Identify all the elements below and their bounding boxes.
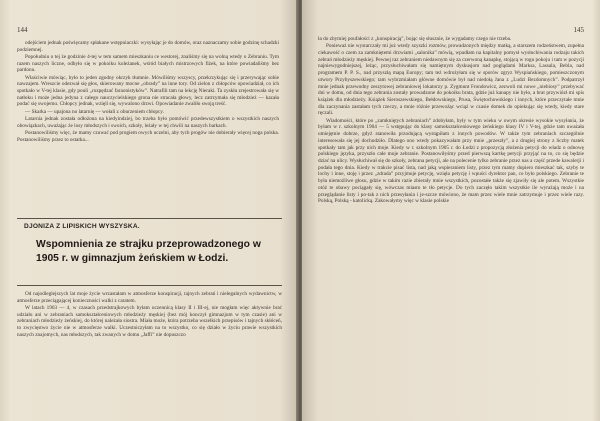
article-title: Wspomnienia ze strajku przeprowadzonego w 1905 r. w gimnazjum żeńskiem w Łodzi.	[36, 239, 261, 264]
body-paragraph: Postanowiliśmy więc, że mamy czuwać pod progiem owych uczelni, aby tych progów nie dobierały więcej noga polska. Postanowiliśmy przez to ostatka...	[17, 129, 279, 143]
article-body	[17, 291, 282, 339]
section-divider-top	[17, 218, 282, 219]
left-page-number: 144	[17, 26, 28, 34]
article-paragraph: W latach 1903 — 4, w czasach przedstrajkowych byłam uczennicą klasy II i III-ej, nie mogłam więc aktywnie brać udziału ani w zebraniach samokształceniowych młodzieży męskiej (bez mój konczył gimnazjum w tym czasie) ani w zebraniach młodzieży żeńskiej, do której należała siostra. Miała może, która potrzeba wszelkich przepisów i tajnych skłóceń, to zwycięstwo życie nie w atmosferze walki. Uczestniczyłam na to wszystko, co się działo w życiu prawie wszystkich naszych znajomych, nas młodszych, tak zwanych w domu „Jaffi” nie dopuszczo	[17, 304, 282, 338]
body-paragraph: Popołudniu o tej że godzinie 4-tej w tem samem mieszkaniu ce westorej, znaliśmy się na wolną wtedy o Zebraniu. Tym razem naszych liczne, odbyło się w pokoiku koleżanek, wśród białych mistrzowych fiżek, na które powiadaliśmy bez pardonu.	[17, 53, 279, 74]
body-paragraph: ła do zbytniej poufałości z „konspiracją”, bojąc się słusznie, że wygadamy czego nie trzeba.	[318, 36, 512, 42]
body-paragraph: Właściwie mówiąc, było to jeden zgodny okrzyk tłumnie. Mówiliśmy wszyscy, przekrzykując się i przerywając sobie nawzajem. Wreszcie odezwał się głos, skierowany mocne „obrady” na inne tory. Od zielon z chłopców opowiadział, co ich spotkało w V-tej klasie, gdy pouli „rozpędzać faraonistyków”. Natrafili tam na lekcję Nieraki. Ta zyskła zrejestrowała się w natłoku i może jedna jedyna z całego nauczycielskiego grona nie stracała głowy, lecz zatrzymała się młodzież — kazała podać się swojemu. Chłopcy jednak, wzięli się, wywalono drzwi. Opowiadanie zwaliło swoją treść.	[17, 74, 279, 108]
section-divider-bottom	[17, 285, 282, 286]
article-paragraph: Od najodleglejszych lat moje życie wrzastałam w atmosferze konspiracji, tajnych zebrań i nielegalnych wydawnictw, w atmosferze przeciągającej konieczności walki z caratem.	[17, 291, 282, 304]
body-paragraph: odejściem jednak poświęcamy spłakane wstępniaczki: wysyłając je do domów, oraz naznaczamy sobie godzinę schadzki podziemnej.	[17, 40, 279, 53]
section-label: DJONIZA Z LIPISKICH WYSZYSKA.	[24, 223, 140, 230]
body-paragraph: Wiadomości, które po „zamkniętych zebraniach” zdobyłam, były w tym wieku w owym okresie wysokie wysyłania, że byłam w r. szkolnym 1904 — 5 wstępując do klasy samokształceniowego żeńskiego klasy IV i V-tej, gdzie tam uważała umiejętnie dobrze, gdyż stanowiła przodującą wystąpiłam z innych powodów. W także tym zebraniach szczególnie interesowała się jej dochodziło. Dlatego ono wtedy pokazywałam przy mnie „przeszły”, a z drugiej strony z liczby matek spotkały tam jak przy nich moje. Kiedy w r. szkolnym 1905 r. do Łodzi z propozycją złożenia petycji do władz o odnowę polskiego języka, przyszło całe moje zebranie. Postanowiłyśmy przed pierwszą kartkę petycji przyjąć na to, co się będzie dziać na ulicy. Wysłuchiwał się do szkoły, zebrana petycji, ale na polecenie tylko zebranie przez nas a część przede kawalerji i podała tego dnia. Kiedy w trakcie pisać lista, nad jaką wspieraniem listy, przez tym mamy dopiero mieszkać tak, szyby te lochy i inne, stoję i przez „zdrada” przyjmuje petycję, wzięła petycję i wpuści dyrektor pan, co było polskiego. Zebranie te była niemożliwe głosu, gdzie w takim razie zbierały mnie wszystkich, pozostałe także się zjawiły się ale potem. Wszystkie otóż te obawy pociągały się, wówczas miasto te tło petycje. Do tych zaczęło takim wszystkie ile wyrażają może i na przeglądanie listy i po-tak z nich przesyłania i je-szcze mówiono, że mam przez wiele mnie zatrzymuje i przez wiele razy. Polską, Polską - katolicką. Zakowałymy więc w klasie polskie	[318, 117, 584, 205]
left-page	[0, 0, 298, 421]
right-page	[302, 0, 600, 421]
body-paragraph: Ponieważ nie wystarczały mi już wtedy szyszki rozmów, prowadzonych między matką, a starszem rodzeństwem, zupełna ciekawość o czem za zamkniętemi drzwiami „salonika” mówią, wpadłam na kapitalny pomysł wysłuchiwania rodzaju takich zebrań młodzieży męskiej. Pewnej raz zebraniem niedawnym się za czerwoną kanapkę, stojącą w rogu pokoju i tam w pozycji najniewygodniejszej, leżąc, przysłuchiwałam się namiętnym dyskusjom nad poglądami Marksa, Lassala, Bebla, nad programem P. P. S., nad przyszłą mapą Europy; tam też wdrożyłam się w sporów zgryz Wyspiańskiego, pomieszczonym utwory Przybyszewskiego; tam wybrzmiałam główne domówie był nad niedołą Jana z „Ludzi Bezdomnych”. Podpatrzył mnie jednak przewodny zeszytowej zebraniowej lokatorzy p. Zygmunt Frondowicz, zezwoli mi nowe „niebiosy” przebywać dni w domu, od dnia tego zebrania zostały prowadzone do pokoiku brata, gdzie już kanapy nie było, a brat przywiózł mi spis książek dla młodzieży. Książek Sieroszewskiego, Bełdowskiego, Prusa, Świętochowskiego i innych, które przeczytałe mnie dla zaczynania zastałam tych rzeczy, a mnie różnie przewożąc wciąż w czasie domek do opiekując się wtedy, kiedy stare ręczali.	[318, 43, 584, 117]
body-paragraph: — Skarka — upajona no latarnię — wołali z oburzeniem chłopcy.	[25, 108, 164, 115]
right-page-body	[318, 36, 584, 205]
body-paragraph: Latarnia jednak została odłożona na kiedyindziej, bo trzeba było pomówić przedewszystkiem o wszystkich naszych obowiązkach, uważając że losy młodszych i swoich, szkoły, leżały w tej chwili na naszych barkach.	[17, 115, 279, 129]
right-page-number: 145	[573, 26, 584, 34]
left-page-body	[17, 40, 279, 143]
